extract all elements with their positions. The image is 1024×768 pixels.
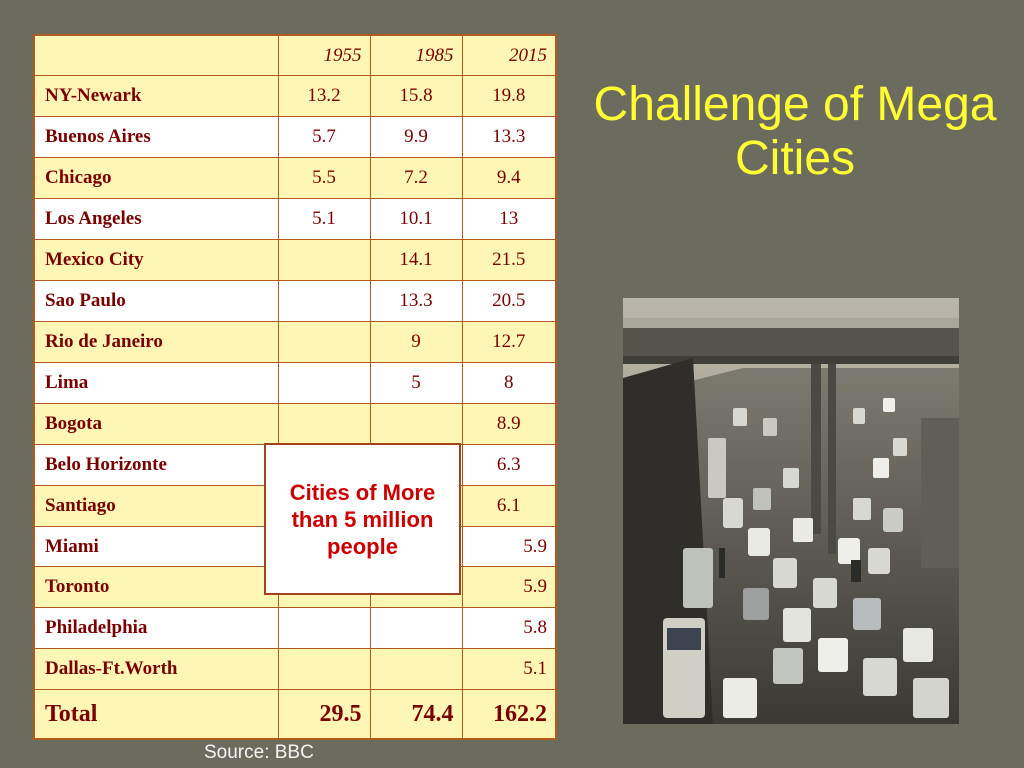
city-name: Mexico City: [34, 240, 278, 281]
value-2015: 13.3: [462, 117, 556, 158]
value-1985: 14.1: [370, 240, 462, 281]
city-name: Rio de Janeiro: [34, 321, 278, 362]
value-1985: 10.1: [370, 199, 462, 240]
value-1985: [370, 649, 462, 690]
value-1955: [278, 281, 370, 322]
table-row: [34, 403, 556, 444]
table-row: [34, 158, 556, 199]
source-caption: Source: BBC: [204, 742, 314, 763]
city-name: Los Angeles: [34, 199, 278, 240]
city-name: Belo Horizonte: [34, 444, 278, 485]
table-row: [34, 76, 556, 117]
total-1955: 29.5: [278, 690, 370, 739]
value-1955: 13.2: [278, 76, 370, 117]
value-1955: [278, 649, 370, 690]
value-2015: 20.5: [462, 281, 556, 322]
city-name: Chicago: [34, 158, 278, 199]
callout-box: Cities of More than 5 million people: [264, 443, 461, 595]
total-label: Total: [34, 690, 278, 739]
total-2015: 162.2: [462, 690, 556, 739]
value-1985: 5: [370, 362, 462, 403]
table-row: [34, 362, 556, 403]
value-1955: 5.1: [278, 199, 370, 240]
value-1955: [278, 362, 370, 403]
table-row: [34, 649, 556, 690]
table-total-row: [34, 690, 556, 739]
value-1985: 9.9: [370, 117, 462, 158]
city-name: Toronto: [34, 567, 278, 608]
value-2015: 8: [462, 362, 556, 403]
value-1955: [278, 240, 370, 281]
value-1985: 9: [370, 321, 462, 362]
table-row: [34, 199, 556, 240]
value-2015: 13: [462, 199, 556, 240]
city-name: Bogota: [34, 403, 278, 444]
value-1985: [370, 608, 462, 649]
column-header: [34, 35, 278, 76]
value-2015: 5.8: [462, 608, 556, 649]
city-name: Buenos Aires: [34, 117, 278, 158]
city-name: Lima: [34, 362, 278, 403]
value-1955: 5.5: [278, 158, 370, 199]
value-2015: 21.5: [462, 240, 556, 281]
total-1985: 74.4: [370, 690, 462, 739]
value-2015: 5.9: [462, 567, 556, 608]
value-2015: 12.7: [462, 321, 556, 362]
traffic-jam-photo: [623, 298, 959, 724]
value-1955: 5.7: [278, 117, 370, 158]
value-1985: [370, 403, 462, 444]
slide-title: Challenge of Mega Cities: [593, 78, 997, 185]
value-2015: 19.8: [462, 76, 556, 117]
value-1955: [278, 321, 370, 362]
value-2015: 5.1: [462, 649, 556, 690]
table-row: [34, 321, 556, 362]
value-2015: 5.9: [462, 526, 556, 567]
value-2015: 6.3: [462, 444, 556, 485]
city-name: Santiago: [34, 485, 278, 526]
table-row: [34, 117, 556, 158]
city-name: NY-Newark: [34, 76, 278, 117]
value-1955: [278, 403, 370, 444]
city-name: Philadelphia: [34, 608, 278, 649]
city-name: Dallas-Ft.Worth: [34, 649, 278, 690]
value-2015: 8.9: [462, 403, 556, 444]
table-row: [34, 608, 556, 649]
value-2015: 6.1: [462, 485, 556, 526]
column-header: 2015: [462, 35, 556, 76]
table-row: [34, 240, 556, 281]
value-1985: 7.2: [370, 158, 462, 199]
value-1955: [278, 608, 370, 649]
city-name: Miami: [34, 526, 278, 567]
mega-cities-table: [33, 34, 557, 740]
value-1985: 13.3: [370, 281, 462, 322]
value-2015: 9.4: [462, 158, 556, 199]
column-header: 1955: [278, 35, 370, 76]
city-name: Sao Paulo: [34, 281, 278, 322]
value-1985: 15.8: [370, 76, 462, 117]
column-header: 1985: [370, 35, 462, 76]
table-header-row: [34, 35, 556, 76]
table-row: [34, 281, 556, 322]
